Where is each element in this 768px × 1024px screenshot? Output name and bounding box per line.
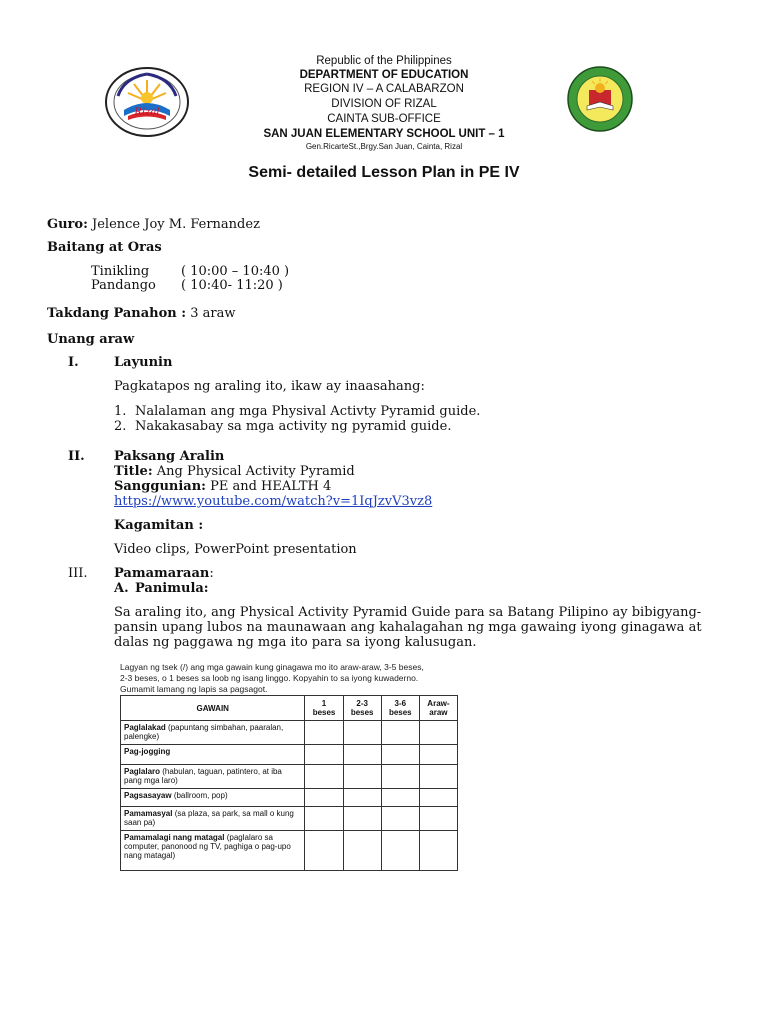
- guro-label: Guro:: [47, 217, 88, 232]
- table-cell-check: [419, 789, 457, 807]
- section3-num: III.: [68, 566, 88, 581]
- table-cell-check: [381, 721, 419, 745]
- youtube-link[interactable]: https://www.youtube.com/watch?v=1IqJzvV3vz8: [114, 494, 433, 509]
- table-cell-check: [419, 765, 457, 789]
- baitang-row-time: ( 10:00 – 10:40 ): [181, 264, 290, 279]
- gawain-detail: (papuntang simbahan, paaralan, palengke): [124, 723, 284, 741]
- list-item-num: 1.: [114, 404, 127, 419]
- table-cell-gawain: [121, 721, 305, 745]
- gawain-name: Pamamasyal: [124, 809, 173, 818]
- header-school-name: SAN JUAN ELEMENTARY SCHOOL UNIT – 1: [263, 128, 505, 140]
- table-header-araw-araw: Araw- araw: [419, 696, 457, 721]
- gawain-name: Pagsasayaw: [124, 791, 172, 800]
- table-cell-check: [343, 831, 381, 871]
- table-cell-check: [343, 807, 381, 831]
- sanggunian-value: PE and HEALTH 4: [210, 479, 332, 494]
- table-instruction-line: Lagyan ng tsek (/) ang mga gawain kung ginagawa mo ito araw-araw, 3-5 beses,: [120, 662, 424, 672]
- table-cell-check: [305, 745, 343, 765]
- activity-table: [120, 695, 458, 871]
- table-cell-check: [381, 789, 419, 807]
- table-cell-gawain: [121, 789, 305, 807]
- title-value: Ang Physical Activity Pyramid: [156, 464, 355, 479]
- table-row: [121, 789, 458, 807]
- baitang-row-name: Tinikling: [91, 264, 150, 279]
- table-cell-check: [419, 745, 457, 765]
- sanggunian-line: [114, 480, 331, 495]
- panimula-para-line: Sa araling ito, ang Physical Activity Pyramid Guide para sa Batang Pilipino ay bibigyang-: [114, 605, 702, 620]
- table-cell-check: [343, 745, 381, 765]
- section1-heading: Layunin: [114, 355, 173, 370]
- table-cell-check: [305, 765, 343, 789]
- header-region: REGION IV – A CALABARZON: [304, 83, 464, 95]
- table-header-3-6-beses: 3-6 beses: [381, 696, 419, 721]
- guro-value: Jelence Joy M. Fernandez: [92, 217, 260, 232]
- table-cell-check: [381, 765, 419, 789]
- unang-araw-heading: Unang araw: [47, 332, 135, 347]
- table-cell-gawain: [121, 831, 305, 871]
- table-cell-check: [305, 721, 343, 745]
- title-line: [114, 465, 355, 480]
- takdang-value: 3 araw: [190, 306, 236, 321]
- table-cell-check: [343, 721, 381, 745]
- table-cell-gawain: [121, 765, 305, 789]
- table-header-row: [121, 696, 458, 721]
- table-cell-check: [305, 807, 343, 831]
- table-cell-gawain: [121, 745, 305, 765]
- list-item-num: 2.: [114, 419, 127, 434]
- title-label: Title:: [114, 464, 153, 479]
- gawain-name: Paglalakad: [124, 723, 166, 732]
- gawain-detail: (sa plaza, sa park, sa mall o kung saan pa): [124, 809, 294, 827]
- gawain-detail: (paglalaro sa computer, panonood ng TV, paghiga o pag-upo nang matagal): [124, 833, 291, 860]
- table-cell-check: [419, 831, 457, 871]
- table-row: [121, 721, 458, 745]
- activity-table-block: [120, 662, 460, 871]
- section2-heading: Paksang Aralin: [114, 449, 225, 464]
- baitang-heading: Baitang at Oras: [47, 240, 162, 255]
- gawain-detail: (habulan, taguan, patintero, at iba pang mga laro): [124, 767, 282, 785]
- table-instruction-line: Gumamit lamang ng lapis sa pagsagot.: [120, 684, 268, 694]
- table-cell-gawain: [121, 807, 305, 831]
- section3-sub-num: A.: [114, 581, 129, 596]
- section3-heading: Pamamaraan:: [114, 566, 214, 581]
- section1-intro: Pagkatapos ng araling ito, ikaw ay inaasahang:: [114, 379, 425, 394]
- table-header-1-beses: 1 beses: [305, 696, 343, 721]
- section2-num: II.: [68, 449, 85, 464]
- table-cell-check: [381, 831, 419, 871]
- table-cell-check: [343, 765, 381, 789]
- table-row: [121, 807, 458, 831]
- table-row: [121, 831, 458, 871]
- table-instruction-line: 2-3 beses, o 1 beses sa loob ng isang linggo. Kopyahin to sa iyong kuwaderno.: [120, 673, 419, 683]
- panimula-para-line: dalas ng paggawa ng mga ito para sa iyong kalusugan.: [114, 635, 477, 650]
- gawain-name: Pag-jogging: [124, 747, 171, 756]
- logo-rizal-text: Rizal: [134, 107, 160, 118]
- kagamitan-value: Video clips, PowerPoint presentation: [114, 542, 357, 557]
- table-header-gawain: GAWAIN: [121, 696, 305, 721]
- header-sub-office: CAINTA SUB-OFFICE: [327, 113, 441, 125]
- table-cell-check: [305, 789, 343, 807]
- table-cell-check: [381, 807, 419, 831]
- list-item: Nalalaman ang mga Physival Activty Pyramid guide.: [135, 404, 481, 419]
- table-cell-check: [419, 807, 457, 831]
- section3-heading-text: Pamamaraan: [114, 566, 210, 581]
- panimula-para-line: pansin upang lubos na maunawaan ang kahalagahan ng mga gawaing iyong ginagawa at: [114, 620, 702, 635]
- gawain-detail: (ballroom, pop): [171, 791, 228, 800]
- table-cell-check: [343, 789, 381, 807]
- table-cell-check: [381, 745, 419, 765]
- section1-num: I.: [68, 355, 79, 370]
- section3-sub-heading: Panimula:: [135, 581, 209, 596]
- table-cell-check: [419, 721, 457, 745]
- header-department: DEPARTMENT OF EDUCATION: [299, 69, 469, 81]
- list-item: Nakakasabay sa mga activity ng pyramid guide.: [135, 419, 452, 434]
- table-cell-check: [305, 831, 343, 871]
- sanggunian-label: Sanggunian:: [114, 479, 206, 494]
- gawain-name: Pamamalagi nang matagal: [124, 833, 225, 842]
- kagamitan-label: Kagamitan :: [114, 518, 204, 533]
- takdang-label: Takdang Panahon :: [47, 306, 187, 321]
- table-row: [121, 765, 458, 789]
- table-row: [121, 745, 458, 765]
- gawain-name: Paglalaro: [124, 767, 161, 776]
- takdang-line: [47, 307, 235, 322]
- header-republic: Republic of the Philippines: [316, 55, 452, 67]
- header-division: DIVISION OF RIZAL: [331, 98, 437, 110]
- baitang-row-name: Pandango: [91, 278, 156, 293]
- header-address: Gen.RicarteSt.,Brgy.San Juan, Cainta, Rizal: [305, 142, 463, 151]
- guro-line: [47, 218, 260, 233]
- baitang-row-time: ( 10:40- 11:20 ): [181, 278, 283, 293]
- table-header-2-3-beses: 2-3 beses: [343, 696, 381, 721]
- page-title: Semi- detailed Lesson Plan in PE IV: [248, 164, 520, 181]
